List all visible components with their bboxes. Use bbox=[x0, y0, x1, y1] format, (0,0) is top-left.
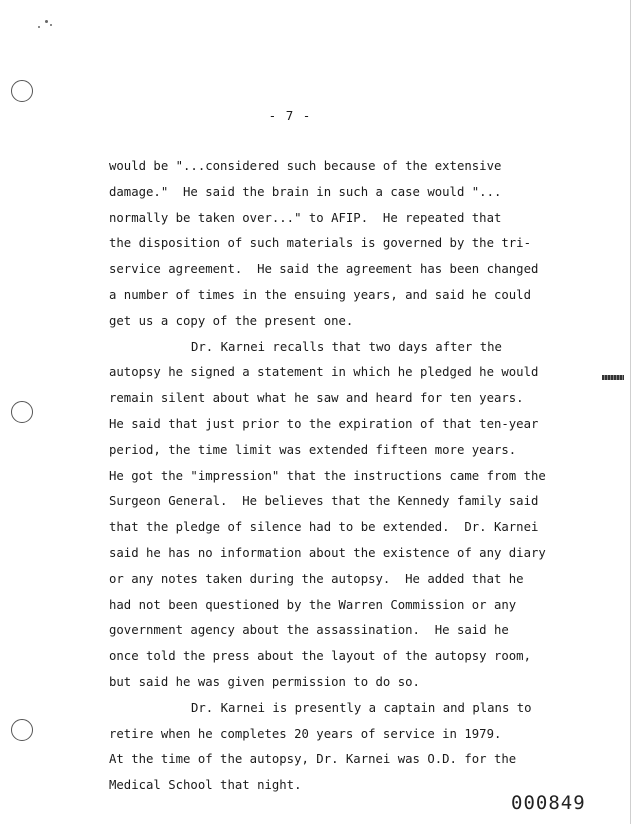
text-line: He said that just prior to the expiration of that ten-year bbox=[109, 416, 539, 431]
text-line: service agreement. He said the agreement has been changed bbox=[109, 262, 539, 277]
page-edge-line bbox=[630, 0, 631, 824]
margin-redaction-mark bbox=[602, 375, 624, 380]
text-line: get us a copy of the present one. bbox=[109, 313, 354, 328]
text-line: period, the time limit was extended fifteen more years. bbox=[109, 442, 517, 457]
text-line: normally be taken over..." to AFIP. He repeated that bbox=[109, 210, 502, 225]
text-line: Dr. Karnei is presently a captain and plans to bbox=[191, 700, 532, 715]
text-line: autopsy he signed a statement in which he pledged he would bbox=[109, 365, 539, 380]
text-line: At the time of the autopsy, Dr. Karnei was O.D. for the bbox=[109, 752, 517, 767]
punch-hole-middle bbox=[11, 401, 33, 423]
text-line: government agency about the assassination. He said he bbox=[109, 623, 509, 638]
text-line: He got the "impression" that the instructions came from the bbox=[109, 468, 546, 483]
text-line: said he has no information about the existence of any diary bbox=[109, 545, 546, 560]
text-line: Surgeon General. He believes that the Kennedy family said bbox=[109, 494, 539, 509]
text-line: had not been questioned by the Warren Commission or any bbox=[109, 597, 517, 612]
scan-speck bbox=[38, 26, 40, 28]
text-line: remain silent about what he saw and heard for ten years. bbox=[109, 391, 524, 406]
text-line: Dr. Karnei recalls that two days after the bbox=[191, 339, 502, 354]
text-line: the disposition of such materials is governed by the tri- bbox=[109, 236, 531, 251]
page-number: - 7 - bbox=[268, 108, 312, 123]
text-line: Medical School that night. bbox=[109, 778, 302, 793]
text-line: once told the press about the layout of the autopsy room, bbox=[109, 649, 531, 664]
scan-speck bbox=[45, 20, 48, 23]
text-line: damage." He said the brain in such a case would "... bbox=[109, 184, 502, 199]
text-line: retire when he completes 20 years of service in 1979. bbox=[109, 726, 502, 741]
body-text bbox=[109, 154, 579, 799]
punch-hole-bottom bbox=[11, 719, 33, 741]
text-line: that the pledge of silence had to be extended. Dr. Karnei bbox=[109, 520, 539, 535]
document-id-stamp: 000849 bbox=[511, 792, 586, 814]
text-line: or any notes taken during the autopsy. He added that he bbox=[109, 571, 524, 586]
text-line: but said he was given permission to do so. bbox=[109, 674, 420, 689]
text-line: would be "...considered such because of the extensive bbox=[109, 159, 502, 173]
scan-speck bbox=[50, 24, 52, 26]
punch-hole-top bbox=[11, 80, 33, 102]
text-line: a number of times in the ensuing years, and said he could bbox=[109, 287, 531, 302]
